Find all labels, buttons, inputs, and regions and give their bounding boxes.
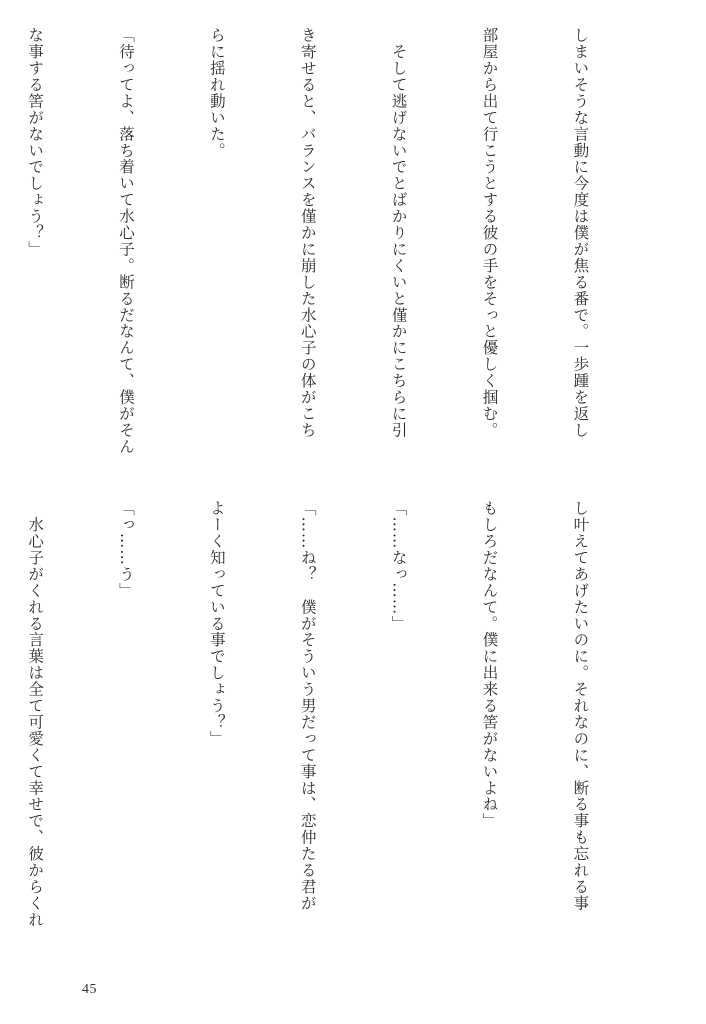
text-line: し叶えてあげたいのに。それなのに、断る事も忘れる事 — [571, 500, 590, 912]
text-line: しまいそうな言動に今度は僕が焦る番で。一歩踵を返し — [571, 27, 590, 439]
upper-text-block — [26, 27, 656, 479]
text-line: 「っ……う」 — [116, 500, 135, 599]
text-line: 部屋から出て行こうとする彼の手をそっと優しく掴む。 — [480, 27, 499, 439]
text-line: 「……なっ……」 — [389, 500, 408, 632]
page-number: 45 — [82, 982, 97, 997]
text-line: 「待ってよ、落ち着いて水心子。断るだなんて、僕がそん — [116, 27, 135, 455]
text-line: な事する筈がないでしょう？」 — [26, 27, 45, 258]
text-line: 水心子がくれる言葉は全て可愛くて幸せで、彼からくれ — [26, 500, 45, 928]
text-line: 「……ね？ 僕がそういう男だって事は、恋仲たる君が — [298, 500, 317, 912]
text-line: そして逃げないでとばかりにくいと僅かにこちらに引 — [389, 27, 408, 439]
text-line: よーく知っている事でしょう？」 — [207, 500, 226, 747]
text-line: らに揺れ動いた。 — [207, 27, 226, 159]
text-line: もしろだなんて。僕に出来る筈がないよね」 — [480, 500, 499, 829]
text-line: き寄せると、バランスを僅かに崩した水心子の体がこち — [298, 27, 317, 439]
lower-text-block — [26, 500, 656, 952]
